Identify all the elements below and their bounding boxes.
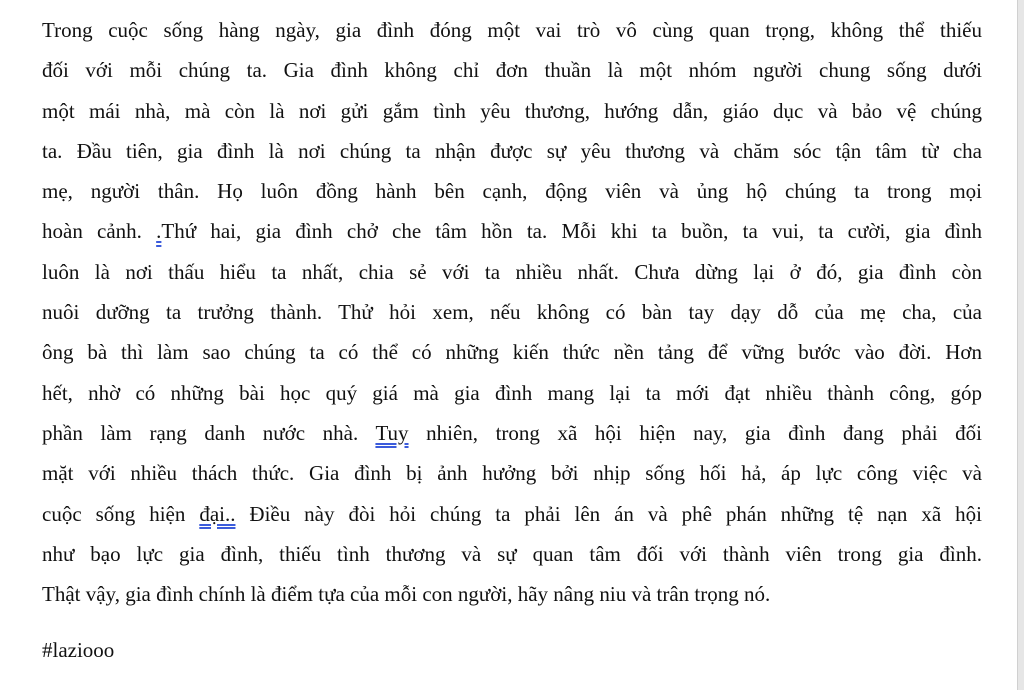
text-line: hết, nhờ có những bài học quý giá mà gia đình mang lại ta mới đạt nhiều thành công, góp	[42, 380, 982, 405]
hashtag-text: #laziooo	[42, 638, 115, 662]
body-paragraph	[42, 10, 982, 614]
text-line: Thật vậy, gia đình chính là điểm tựa của mỗi con người, hãy nâng niu và trân trọng nó.	[42, 582, 771, 607]
text-line: phần làm rạng danh nước nhà. Tuy nhiên, trong xã hội hiện nay, gia đình đang phải đối	[42, 420, 982, 445]
text-line: Trong cuộc sống hàng ngày, gia đình đóng một vai trò vô cùng quan trọng, không thể thiếu	[42, 18, 982, 42]
text-line: luôn là nơi thấu hiểu ta nhất, chia sẻ với ta nhiều nhất. Chưa dừng lại ở đó, gia đình còn	[42, 259, 982, 284]
text-line: cuộc sống hiện đại.. Điều này đòi hỏi chúng ta phải lên án và phê phán những tệ nạn xã hội	[42, 501, 982, 526]
text-line: hoàn cảnh. .Thứ hai, gia đình chở che tâm hồn ta. Mỗi khi ta buồn, ta vui, ta cười, gia đình	[42, 219, 982, 244]
page-right-edge	[1017, 0, 1024, 690]
text-line: ông bà thì làm sao chúng ta có thể có những kiến thức nền tảng để vững bước vào đời. Hơn	[42, 340, 982, 365]
text-line: nuôi dưỡng ta trưởng thành. Thử hỏi xem, nếu không có bàn tay dạy dỗ của mẹ cha, của	[42, 300, 982, 325]
text-line: như bạo lực gia đình, thiếu tình thương và sự quan tâm đối với thành viên trong gia đình.	[42, 541, 982, 566]
spellcheck-underline[interactable]: .	[156, 219, 162, 244]
text-line: ta. Đầu tiên, gia đình là nơi chúng ta nhận được sự yêu thương và chăm sóc tận tâm từ cha	[42, 138, 982, 163]
text-line: đối với mỗi chúng ta. Gia đình không chỉ đơn thuần là một nhóm người chung sống dưới	[42, 58, 982, 83]
spellcheck-underline[interactable]: đại..	[199, 501, 236, 526]
text-line: mẹ, người thân. Họ luôn đồng hành bên cạnh, động viên và ủng hộ chúng ta trong mọi	[42, 179, 982, 204]
text-line: một mái nhà, mà còn là nơi gửi gắm tình yêu thương, hướng dẫn, giáo dục và bảo vệ chúng	[42, 98, 982, 123]
text-line: mặt với nhiều thách thức. Gia đình bị ảnh hưởng bởi nhịp sống hối hả, áp lực công việc và	[42, 461, 982, 486]
spellcheck-underline[interactable]: Tuy	[375, 420, 409, 445]
